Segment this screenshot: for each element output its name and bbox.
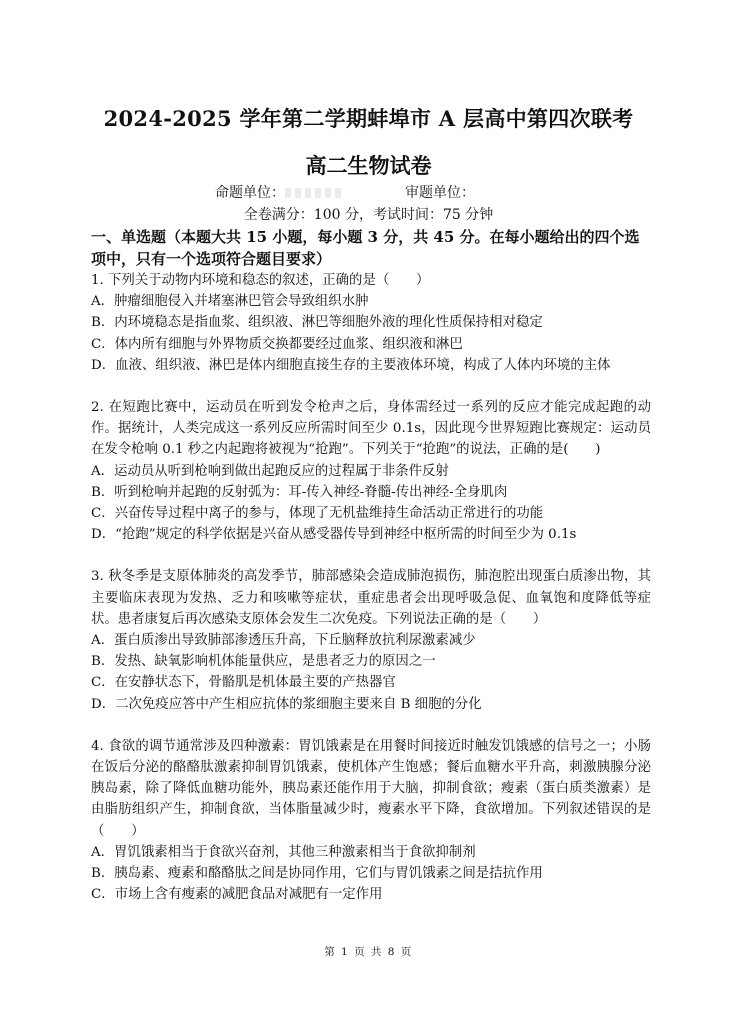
option-a: A．胃饥饿素相当于食欲兴奋剂，其他三种激素相当于食欲抑制剂 — [91, 844, 476, 860]
exam-title: 2024-2025 学年第二学期蚌埠市 A 层高中第四次联考 — [103, 106, 634, 131]
option-a: A．运动员从听到枪响到做出起跑反应的过程属于非条件反射 — [91, 463, 449, 479]
option-b: B．内环境稳态是指血浆、组织液、淋巴等细胞外液的理化性质保持相对稳定 — [91, 315, 543, 331]
option-c: C．兴奋传导过程中离子的参与，体现了无机盐维持生命活动正常进行的功能 — [91, 506, 544, 522]
option-d: D．二次免疫应答中产生相应抗体的浆细胞主要来自 B 细胞的分化 — [91, 696, 482, 712]
option-d: D．“抢跑”规定的科学依据是兴奋从感受器传导到神经中枢所需的时间至少为 0.1s — [91, 527, 577, 543]
question-4 — [91, 736, 651, 906]
option-c: C．在安静状态下，骨骼肌是机体最主要的产热器官 — [91, 675, 396, 691]
redacted-mark — [285, 188, 345, 198]
section-heading: 一、单选题（本题大共 15 小题，每小题 3 分，共 45 分。在每小题给出的四个选项中，只有一个选项符合题目要求） — [91, 228, 640, 268]
option-c: C．体内所有细胞与外界物质交换都要经过血浆、组织液和淋巴 — [91, 336, 463, 352]
question-stem: 1. 下列关于动物内环境和稳态的叙述，正确的是（ ） — [91, 273, 430, 288]
option-b: B．发热、缺氧影响机体能量供应，是患者乏力的原因之一 — [91, 654, 436, 670]
proposer-label: 命题单位： — [215, 185, 285, 201]
option-a: A．蛋白质渗出导致肺部渗透压升高，下丘脑释放抗利尿激素减少 — [91, 633, 476, 649]
units-line — [215, 182, 475, 202]
question-stem: 4. 食欲的调节通常涉及四种激素：胃饥饿素是在用餐时间接近时触发饥饿感的信号之一；小肠在饭后分泌的酪酪肽激素抑制胃饥饿素，使机体产生饱感；餐后血糖水平升高，刺激胰腺分泌胰岛素，除了降低血糖功能外，胰岛素还能作用于大脑，抑制食欲；瘦素（蛋白质类激素）是由脂肪组织产生，抑制食欲，当体脂量减少时，瘦素水平下降，食欲增加。下列叙述错误的是（ ） — [91, 738, 651, 839]
page-footer: 第 1 页 共 8 页 — [324, 946, 413, 958]
option-a: A．肿瘤细胞侵入并堵塞淋巴管会导致组织水肿 — [91, 294, 369, 310]
question-2 — [91, 397, 651, 545]
option-d: D．血液、组织液、淋巴是体内细胞直接生存的主要液体环境，构成了人体内环境的主体 — [91, 357, 611, 373]
question-stem: 3. 秋冬季是支原体肺炎的高发季节，肺部感染会造成肺泡损伤，肺泡腔出现蛋白质渗出物，其主要临床表现为发热、乏力和咳嗽等症状，重症患者会出现呼吸急促、血氧饱和度降低等症状。患者康复后再次感染支原体会发生二次免疫。下列说法正确的是（ ） — [91, 569, 651, 627]
exam-subtitle: 高二生物试卷 — [305, 153, 432, 178]
question-stem: 2. 在短跑比赛中，运动员在听到发令枪声之后，身体需经过一系列的反应才能完成起跑的动作。据统计，人类完成这一系列反应所需时间至少 0.1s，因此现今世界短跑比赛规定：运动员在发令枪响 0.1 秒之内起跑将被视为“抢跑”。下列关于“抢跑”的说法，正确的是( ) — [91, 400, 651, 458]
option-c: C．市场上含有瘦素的减肥食品对减肥有一定作用 — [91, 887, 383, 903]
exam-meta: 全卷满分：100 分，考试时间：75 分钟 — [243, 207, 494, 223]
question-3 — [91, 566, 651, 714]
option-b: B．听到枪响并起跑的反射弧为：耳-传入神经-脊髓-传出神经-全身肌肉 — [91, 484, 508, 500]
reviewer-label: 审题单位： — [405, 185, 475, 201]
option-b: B．胰岛素、瘦素和酪酪肽之间是协同作用，它们与胃饥饿素之间是拮抗作用 — [91, 866, 543, 882]
question-content — [91, 226, 651, 905]
question-1 — [91, 270, 651, 376]
